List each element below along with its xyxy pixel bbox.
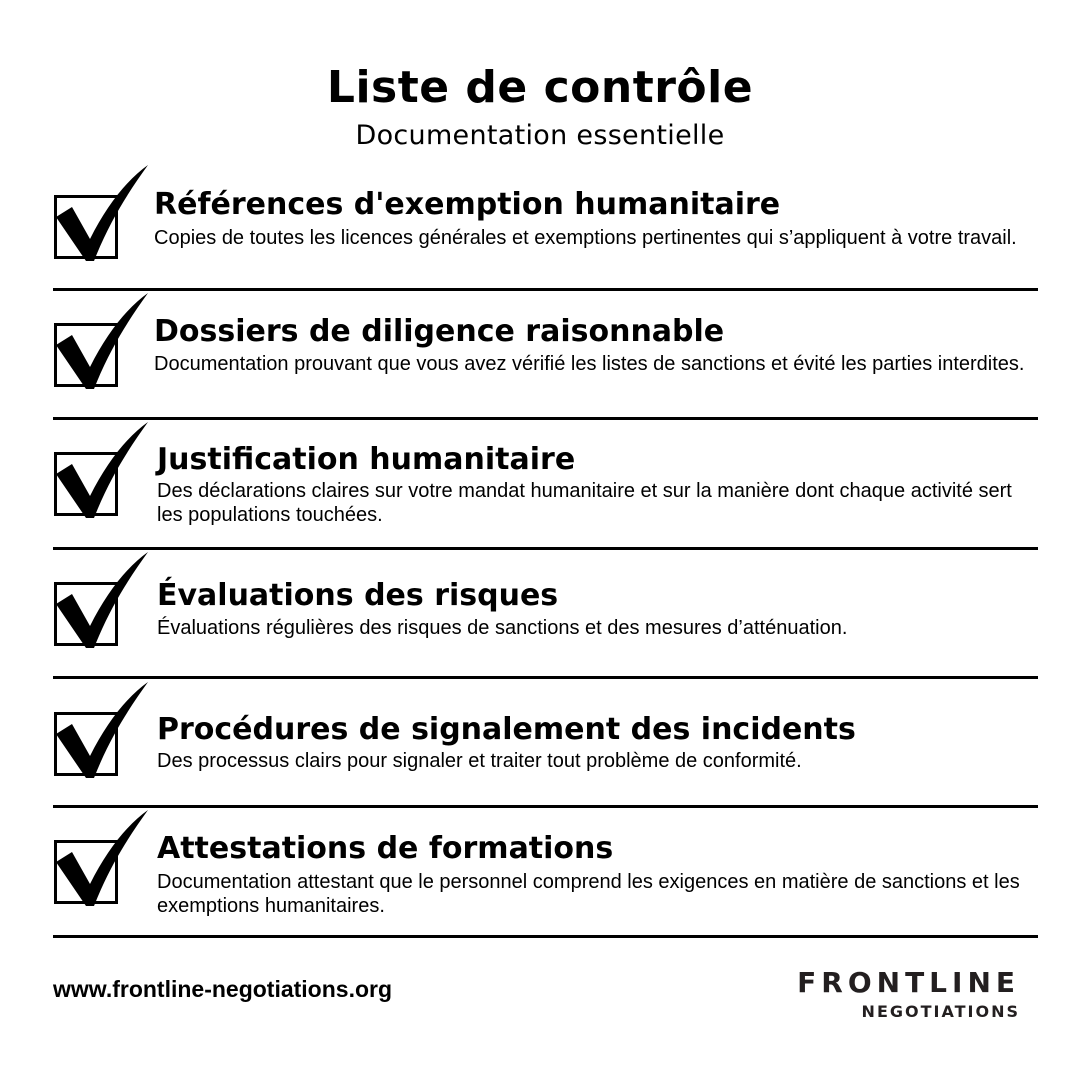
page-subtitle: Documentation essentielle (355, 120, 725, 151)
checked-box-icon (52, 810, 152, 910)
divider (53, 935, 1038, 938)
page-title: Liste de contrôle (326, 62, 754, 113)
item-heading: Dossiers de diligence raisonnable (154, 314, 725, 349)
divider (53, 547, 1038, 550)
checked-box-icon (52, 552, 152, 652)
checked-box-icon (52, 682, 152, 782)
item-heading: Références d'exemption humanitaire (154, 187, 781, 222)
checked-box-icon (52, 293, 152, 393)
item-heading: Évaluations des risques (157, 578, 559, 613)
item-heading: Procédures de signalement des incidents (157, 712, 856, 747)
item-description: Documentation prouvant que vous avez vérifié les listes de sanctions et évité les parties interdites. (154, 353, 1025, 375)
divider (53, 676, 1038, 679)
item-description: Copies de toutes les licences générales et exemptions pertinentes qui s’appliquent à votre travail. (154, 227, 1017, 249)
website-link[interactable]: www.frontline-negotiations.org (53, 976, 393, 1002)
item-description: Documentation attestant que le personnel comprend les exigences en matière de sanctions et les exemptions humanitaires. (157, 871, 1020, 917)
item-heading: Justification humanitaire (157, 442, 576, 477)
divider (53, 288, 1038, 291)
item-description: Des processus clairs pour signaler et traiter tout problème de conformité. (157, 750, 802, 772)
logo-wordmark: FRONTLINE (797, 966, 1020, 999)
checked-box-icon (52, 422, 152, 522)
logo-subtitle: NEGOTIATIONS (861, 1002, 1020, 1021)
item-heading: Attestations de formations (157, 831, 614, 866)
divider (53, 805, 1038, 808)
item-description: Évaluations régulières des risques de sanctions et des mesures d’atténuation. (157, 617, 848, 639)
checked-box-icon (52, 165, 152, 265)
divider (53, 417, 1038, 420)
item-description: Des déclarations claires sur votre mandat humanitaire et sur la manière dont chaque activité sert les populations touchées. (157, 480, 1012, 526)
